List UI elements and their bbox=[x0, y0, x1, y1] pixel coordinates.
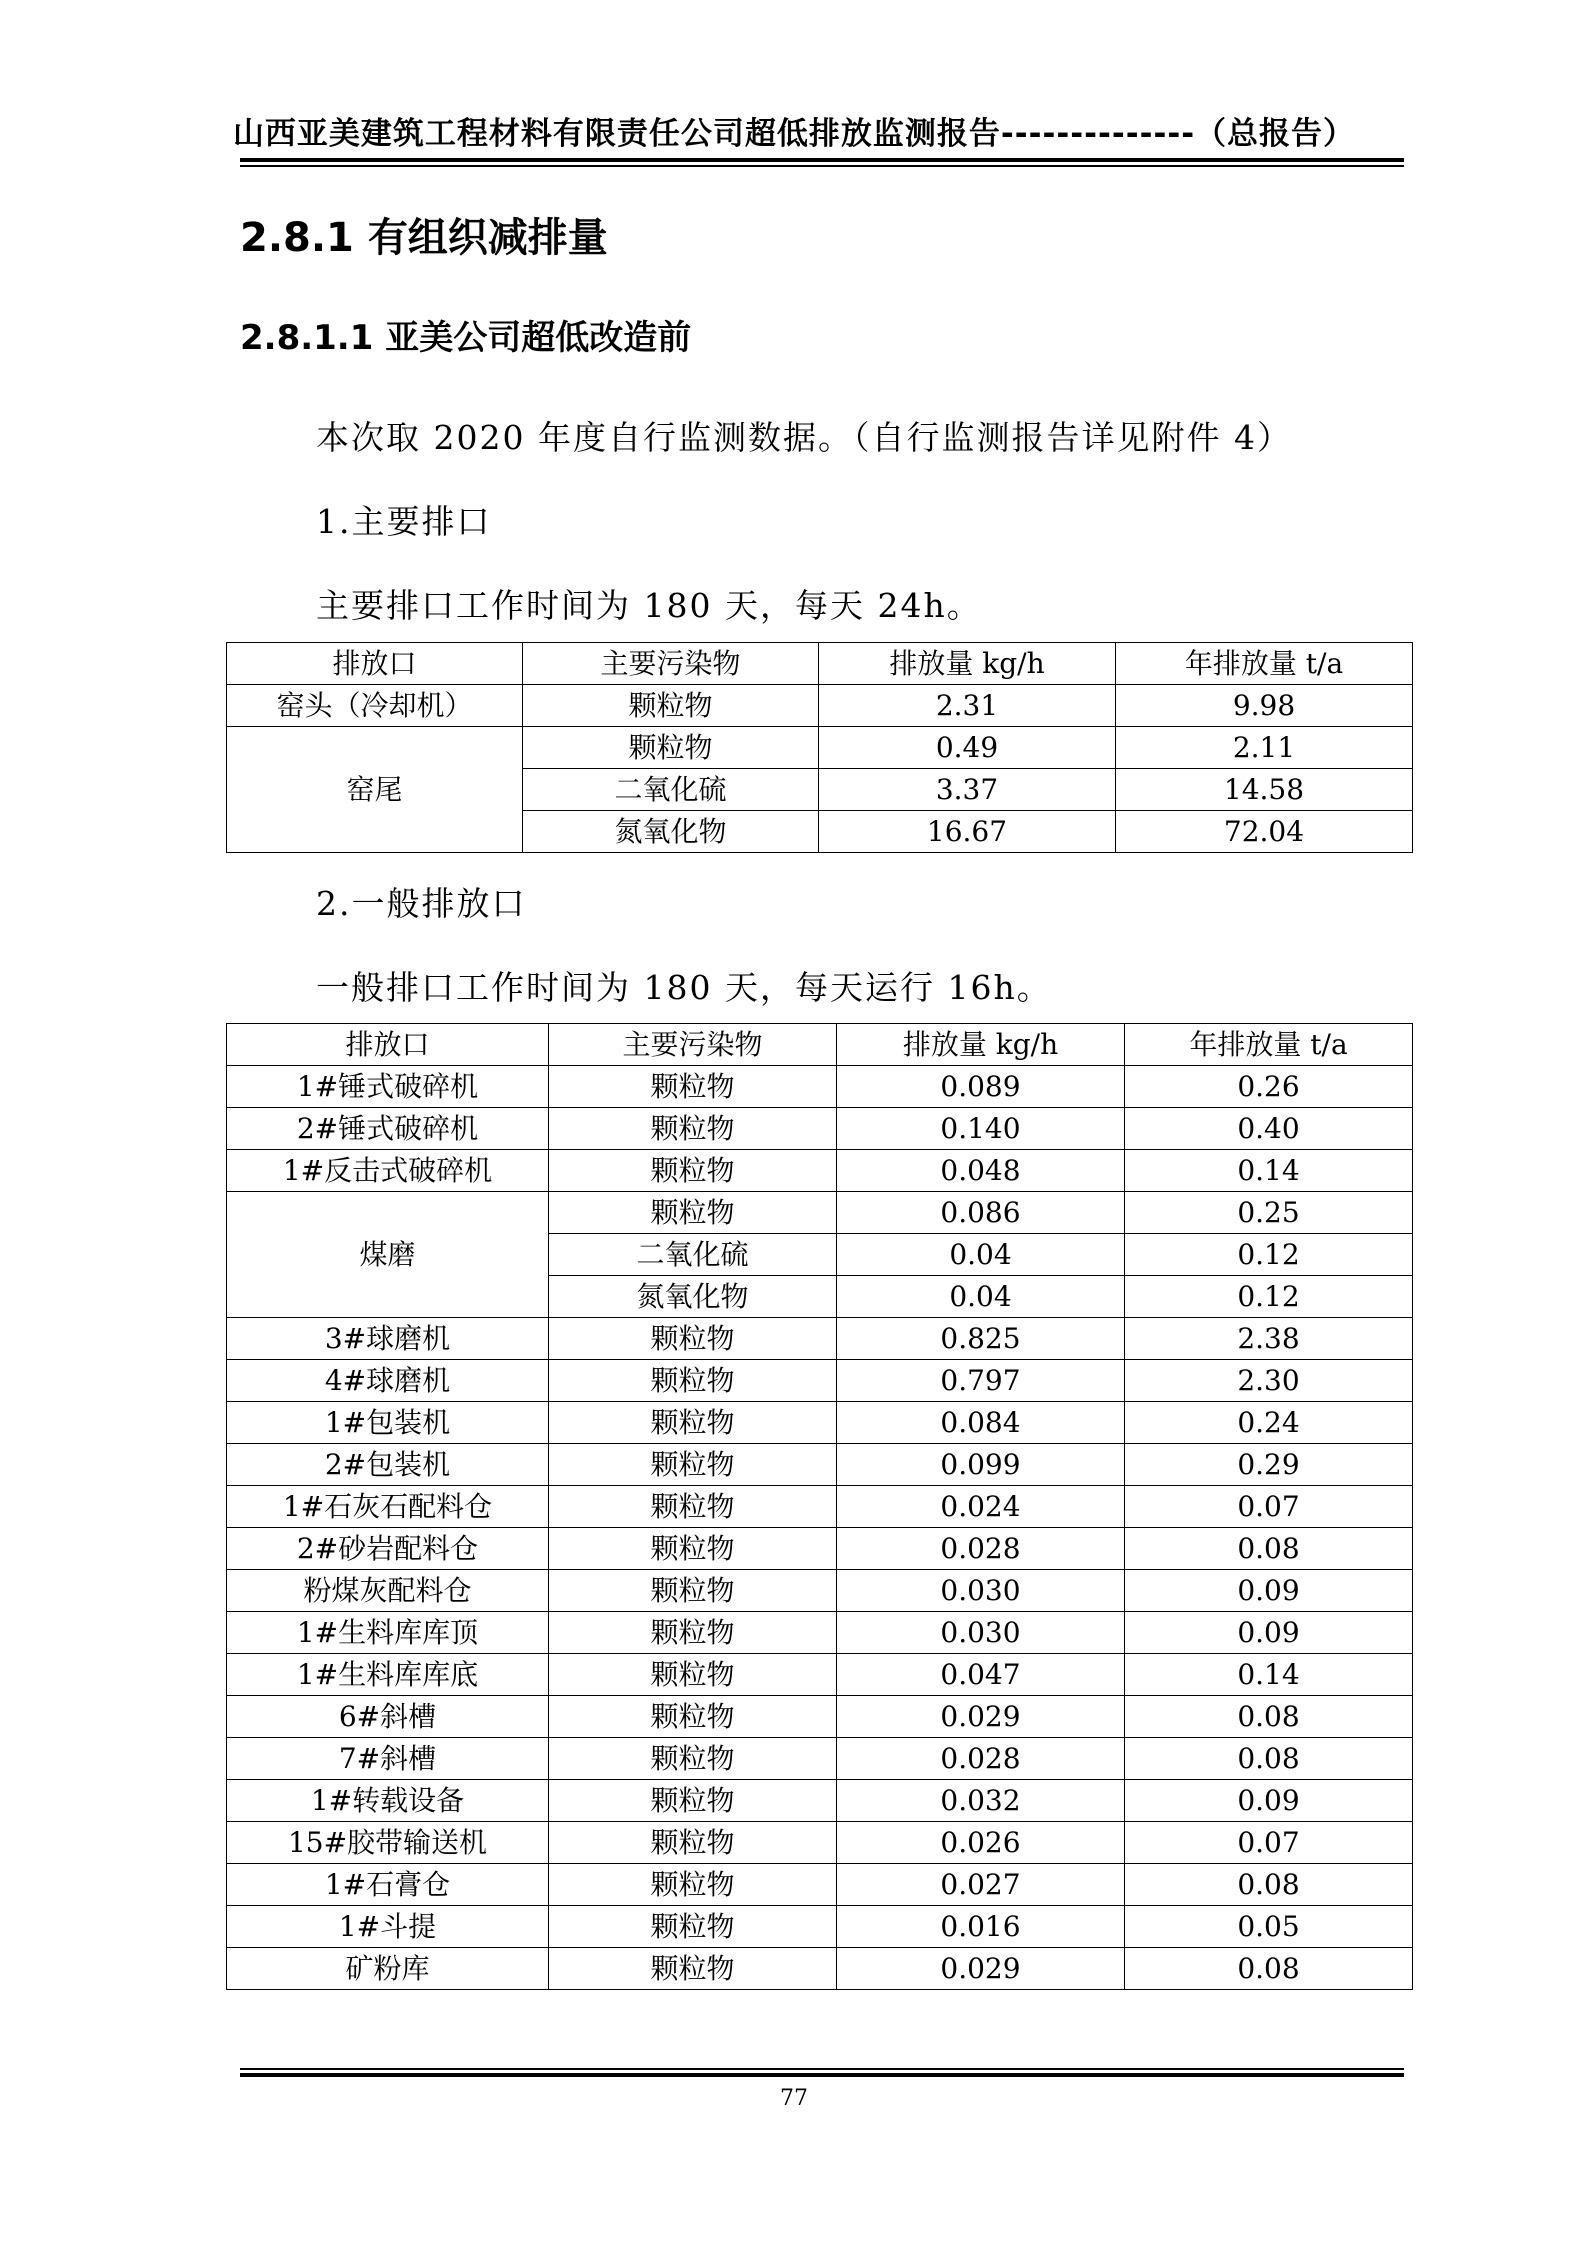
annual-cell: 0.09 bbox=[1125, 1612, 1413, 1654]
outlet-cell: 1#石灰石配料仓 bbox=[227, 1486, 549, 1528]
header-rule-thick bbox=[240, 158, 1404, 162]
outlet-cell: 1#生料库库底 bbox=[227, 1654, 549, 1696]
pollutant-cell: 颗粒物 bbox=[549, 1066, 837, 1108]
table-row bbox=[227, 1948, 1413, 1990]
annual-cell: 72.04 bbox=[1116, 811, 1413, 853]
main-outlets-title: 1.主要排口 bbox=[316, 502, 492, 541]
outlet-cell: 6#斜槽 bbox=[227, 1696, 549, 1738]
rate-cell: 0.797 bbox=[837, 1360, 1125, 1402]
table-row bbox=[227, 1738, 1413, 1780]
rate-cell: 0.048 bbox=[837, 1150, 1125, 1192]
rate-cell: 0.089 bbox=[837, 1066, 1125, 1108]
rate-cell: 3.37 bbox=[819, 769, 1116, 811]
rate-cell: 0.099 bbox=[837, 1444, 1125, 1486]
outlet-cell: 2#砂岩配料仓 bbox=[227, 1528, 549, 1570]
table-row bbox=[227, 1780, 1413, 1822]
table-row bbox=[227, 1486, 1413, 1528]
table-header-row bbox=[227, 1024, 1413, 1066]
rate-cell: 0.029 bbox=[837, 1948, 1125, 1990]
rate-cell: 0.030 bbox=[837, 1612, 1125, 1654]
outlet-cell: 1#锤式破碎机 bbox=[227, 1066, 549, 1108]
pollutant-cell: 二氧化硫 bbox=[523, 769, 819, 811]
pollutant-cell: 颗粒物 bbox=[549, 1402, 837, 1444]
pollutant-cell: 氮氧化物 bbox=[523, 811, 819, 853]
table-row bbox=[227, 727, 1413, 769]
column-header: 年排放量 t/a bbox=[1125, 1024, 1413, 1066]
annual-cell: 0.14 bbox=[1125, 1654, 1413, 1696]
rate-cell: 16.67 bbox=[819, 811, 1116, 853]
intro-paragraph: 本次取 2020 年度自行监测数据。（自行监测报告详见附件 4） bbox=[316, 418, 1292, 457]
subsection-heading: 2.8.1.1 亚美公司超低改造前 bbox=[240, 318, 692, 358]
rate-cell: 0.04 bbox=[837, 1234, 1125, 1276]
annual-cell: 0.26 bbox=[1125, 1066, 1413, 1108]
rate-cell: 0.028 bbox=[837, 1528, 1125, 1570]
pollutant-cell: 颗粒物 bbox=[549, 1906, 837, 1948]
pollutant-cell: 颗粒物 bbox=[549, 1948, 837, 1990]
annual-cell: 2.38 bbox=[1125, 1318, 1413, 1360]
outlet-cell: 3#球磨机 bbox=[227, 1318, 549, 1360]
annual-cell: 0.09 bbox=[1125, 1780, 1413, 1822]
annual-cell: 14.58 bbox=[1116, 769, 1413, 811]
general-outlets-note: 一般排口工作时间为 180 天，每天运行 16h。 bbox=[316, 968, 1052, 1007]
pollutant-cell: 颗粒物 bbox=[549, 1864, 837, 1906]
annual-cell: 2.30 bbox=[1125, 1360, 1413, 1402]
outlet-cell: 窑头（冷却机） bbox=[227, 685, 523, 727]
outlet-cell: 1#转载设备 bbox=[227, 1780, 549, 1822]
pollutant-cell: 颗粒物 bbox=[549, 1738, 837, 1780]
annual-cell: 0.12 bbox=[1125, 1234, 1413, 1276]
pollutant-cell: 颗粒物 bbox=[523, 685, 819, 727]
table-row bbox=[227, 1108, 1413, 1150]
header-rule-thin bbox=[240, 165, 1404, 167]
rate-cell: 0.030 bbox=[837, 1570, 1125, 1612]
table-header-row bbox=[227, 643, 1413, 685]
rate-cell: 0.029 bbox=[837, 1696, 1125, 1738]
annual-cell: 0.29 bbox=[1125, 1444, 1413, 1486]
pollutant-cell: 颗粒物 bbox=[549, 1192, 837, 1234]
pollutant-cell: 颗粒物 bbox=[549, 1570, 837, 1612]
rate-cell: 0.047 bbox=[837, 1654, 1125, 1696]
rate-cell: 0.49 bbox=[819, 727, 1116, 769]
outlet-cell: 矿粉库 bbox=[227, 1948, 549, 1990]
annual-cell: 0.08 bbox=[1125, 1738, 1413, 1780]
rate-cell: 0.084 bbox=[837, 1402, 1125, 1444]
outlet-cell: 2#锤式破碎机 bbox=[227, 1108, 549, 1150]
pollutant-cell: 颗粒物 bbox=[549, 1654, 837, 1696]
annual-cell: 0.08 bbox=[1125, 1948, 1413, 1990]
table-row bbox=[227, 1318, 1413, 1360]
pollutant-cell: 颗粒物 bbox=[549, 1528, 837, 1570]
general-outlets-title: 2.一般排放口 bbox=[316, 884, 527, 923]
column-header: 排放量 kg/h bbox=[837, 1024, 1125, 1066]
table-row bbox=[227, 1528, 1413, 1570]
annual-cell: 0.12 bbox=[1125, 1276, 1413, 1318]
outlet-cell: 4#球磨机 bbox=[227, 1360, 549, 1402]
table-row bbox=[227, 1654, 1413, 1696]
column-header: 排放量 kg/h bbox=[819, 643, 1116, 685]
pollutant-cell: 颗粒物 bbox=[549, 1780, 837, 1822]
pollutant-cell: 颗粒物 bbox=[549, 1360, 837, 1402]
outlet-cell: 15#胶带输送机 bbox=[227, 1822, 549, 1864]
column-header: 年排放量 t/a bbox=[1116, 643, 1413, 685]
annual-cell: 0.40 bbox=[1125, 1108, 1413, 1150]
annual-cell: 0.05 bbox=[1125, 1906, 1413, 1948]
annual-cell: 2.11 bbox=[1116, 727, 1413, 769]
column-header: 排放口 bbox=[227, 1024, 549, 1066]
annual-cell: 0.14 bbox=[1125, 1150, 1413, 1192]
table-row bbox=[227, 1570, 1413, 1612]
annual-cell: 0.07 bbox=[1125, 1486, 1413, 1528]
column-header: 主要污染物 bbox=[549, 1024, 837, 1066]
rate-cell: 0.032 bbox=[837, 1780, 1125, 1822]
section-heading: 2.8.1 有组织减排量 bbox=[240, 215, 608, 261]
outlet-cell: 2#包装机 bbox=[227, 1444, 549, 1486]
pollutant-cell: 颗粒物 bbox=[549, 1486, 837, 1528]
footer-rule-thick bbox=[240, 2073, 1404, 2077]
annual-cell: 0.07 bbox=[1125, 1822, 1413, 1864]
outlet-cell: 煤磨 bbox=[227, 1192, 549, 1318]
outlet-cell: 7#斜槽 bbox=[227, 1738, 549, 1780]
rate-cell: 0.024 bbox=[837, 1486, 1125, 1528]
table-row bbox=[227, 1444, 1413, 1486]
column-header: 主要污染物 bbox=[523, 643, 819, 685]
footer-rule-thin bbox=[240, 2068, 1404, 2070]
annual-cell: 0.08 bbox=[1125, 1864, 1413, 1906]
table-row bbox=[227, 1360, 1413, 1402]
pollutant-cell: 颗粒物 bbox=[549, 1612, 837, 1654]
rate-cell: 0.026 bbox=[837, 1822, 1125, 1864]
outlet-cell: 1#反击式破碎机 bbox=[227, 1150, 549, 1192]
table-row bbox=[227, 1150, 1413, 1192]
outlet-cell: 1#石膏仓 bbox=[227, 1864, 549, 1906]
main-outlets-note: 主要排口工作时间为 180 天，每天 24h。 bbox=[316, 586, 982, 625]
rate-cell: 0.016 bbox=[837, 1906, 1125, 1948]
general-outlets-table bbox=[226, 1023, 1413, 1990]
annual-cell: 0.08 bbox=[1125, 1528, 1413, 1570]
annual-cell: 0.24 bbox=[1125, 1402, 1413, 1444]
main-outlets-table bbox=[226, 642, 1413, 853]
pollutant-cell: 二氧化硫 bbox=[549, 1234, 837, 1276]
table-row bbox=[227, 685, 1413, 727]
rate-cell: 0.825 bbox=[837, 1318, 1125, 1360]
table-row bbox=[227, 1906, 1413, 1948]
annual-cell: 9.98 bbox=[1116, 685, 1413, 727]
rate-cell: 0.028 bbox=[837, 1738, 1125, 1780]
pollutant-cell: 氮氧化物 bbox=[549, 1276, 837, 1318]
table-row bbox=[227, 1066, 1413, 1108]
outlet-cell: 1#包装机 bbox=[227, 1402, 549, 1444]
pollutant-cell: 颗粒物 bbox=[549, 1150, 837, 1192]
outlet-cell: 1#生料库库顶 bbox=[227, 1612, 549, 1654]
pollutant-cell: 颗粒物 bbox=[549, 1108, 837, 1150]
table-row bbox=[227, 1612, 1413, 1654]
annual-cell: 0.09 bbox=[1125, 1570, 1413, 1612]
table-row bbox=[227, 1192, 1413, 1234]
pollutant-cell: 颗粒物 bbox=[549, 1822, 837, 1864]
table-row bbox=[227, 1822, 1413, 1864]
table-row bbox=[227, 1864, 1413, 1906]
rate-cell: 0.140 bbox=[837, 1108, 1125, 1150]
table-row bbox=[227, 1696, 1413, 1738]
header-title: 山西亚美建筑工程材料有限责任公司超低排放监测报告--------------（总报告） bbox=[232, 116, 1356, 152]
pollutant-cell: 颗粒物 bbox=[549, 1318, 837, 1360]
pollutant-cell: 颗粒物 bbox=[549, 1444, 837, 1486]
rate-cell: 0.086 bbox=[837, 1192, 1125, 1234]
rate-cell: 0.027 bbox=[837, 1864, 1125, 1906]
pollutant-cell: 颗粒物 bbox=[523, 727, 819, 769]
column-header: 排放口 bbox=[227, 643, 523, 685]
page-number: 77 bbox=[780, 2086, 808, 2111]
outlet-cell: 窑尾 bbox=[227, 727, 523, 853]
rate-cell: 2.31 bbox=[819, 685, 1116, 727]
table-row bbox=[227, 1402, 1413, 1444]
annual-cell: 0.08 bbox=[1125, 1696, 1413, 1738]
rate-cell: 0.04 bbox=[837, 1276, 1125, 1318]
pollutant-cell: 颗粒物 bbox=[549, 1696, 837, 1738]
outlet-cell: 1#斗提 bbox=[227, 1906, 549, 1948]
outlet-cell: 粉煤灰配料仓 bbox=[227, 1570, 549, 1612]
annual-cell: 0.25 bbox=[1125, 1192, 1413, 1234]
